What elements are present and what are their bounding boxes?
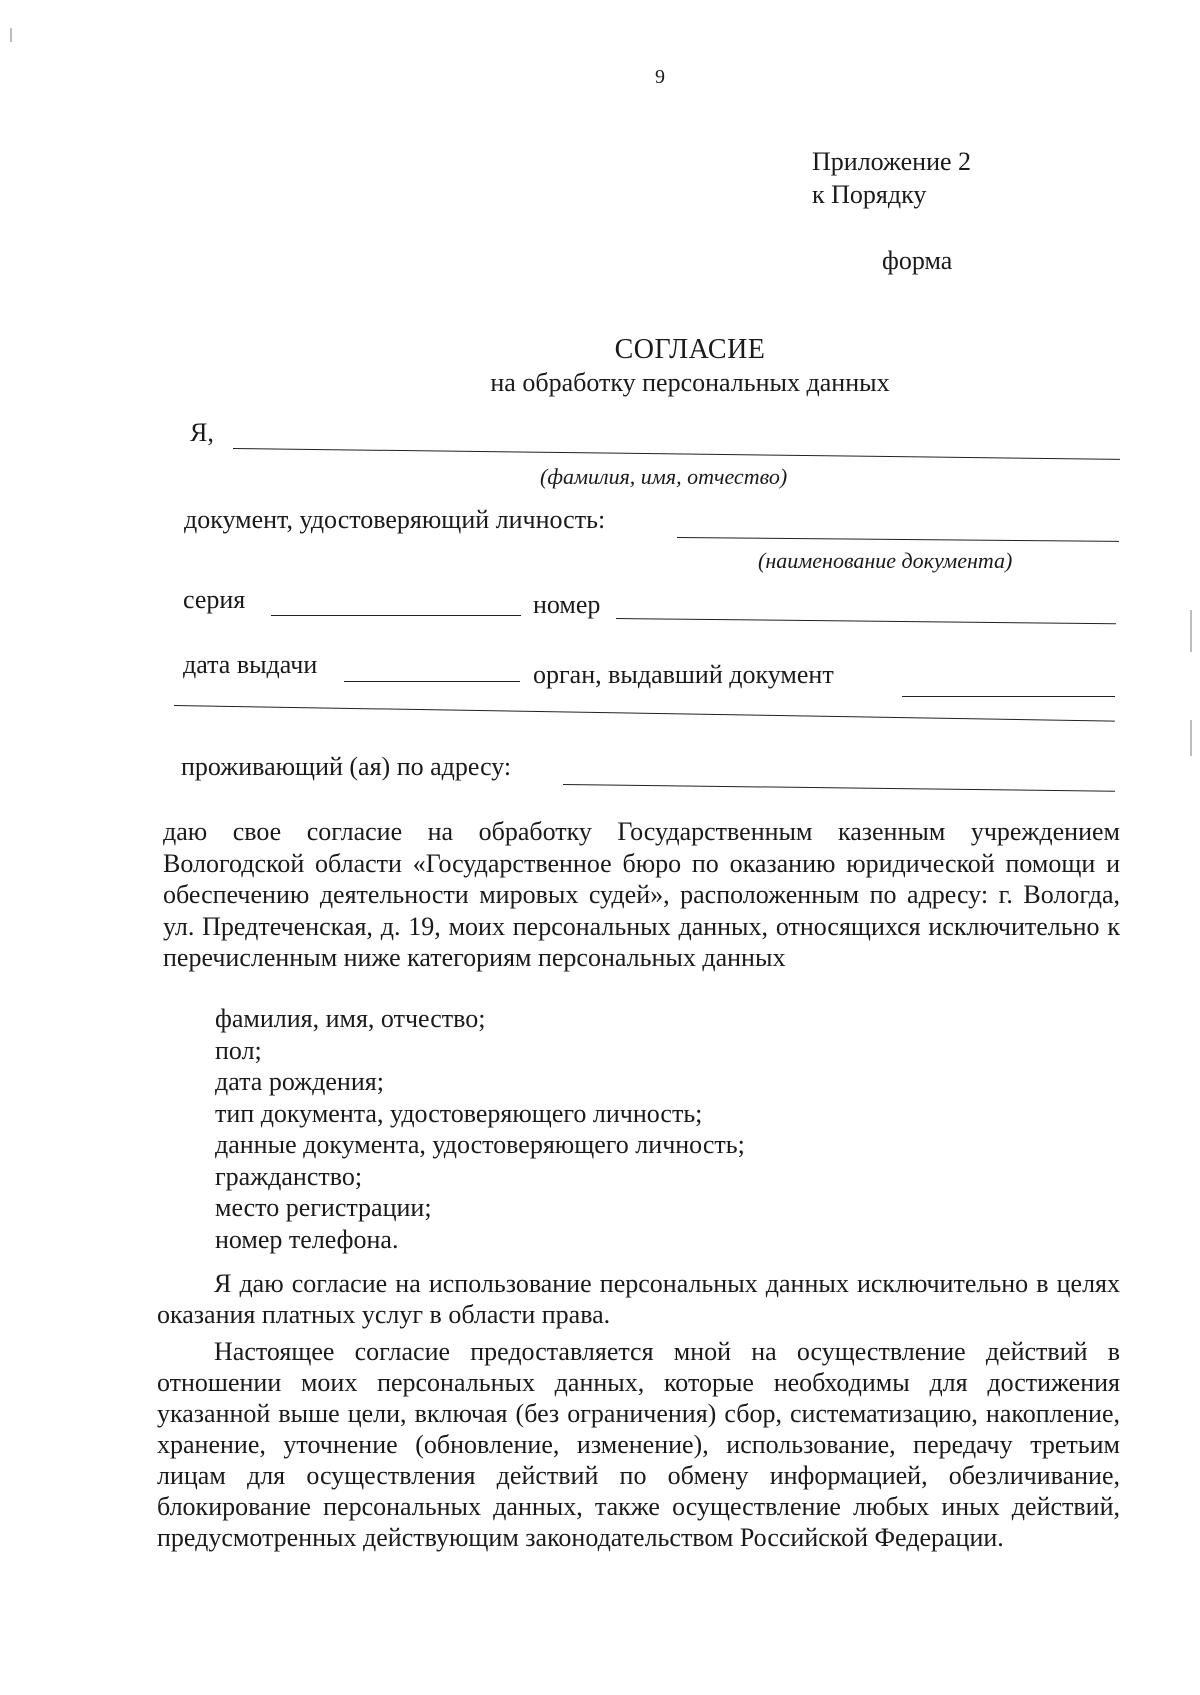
- list-item: номер телефона.: [215, 1224, 399, 1254]
- number-label: номер: [533, 590, 601, 619]
- page-number: 9: [655, 66, 665, 88]
- address-label: проживающий (ая) по адресу:: [181, 752, 512, 781]
- appendix-line-2: к Порядку: [812, 180, 927, 209]
- appendix-reference: [812, 145, 971, 211]
- list-item: тип документа, удостоверяющего личность;: [215, 1098, 703, 1128]
- fio-blank-line[interactable]: [233, 448, 1120, 460]
- series-blank-line[interactable]: [271, 615, 521, 616]
- scan-edge-mark: [1190, 720, 1192, 756]
- issue-date-blank-line[interactable]: [344, 681, 520, 682]
- number-blank-line[interactable]: [616, 618, 1116, 624]
- list-item: дата рождения;: [215, 1067, 384, 1096]
- consent-text: даю свое согласие на обработку Государственным казенным учреждением Вологодской области «Государственное бюро по оказанию юридической помощи и обеспечению деятельности мировых судей», расположенным по адресу: г. Вологда, ул. Предтеченская, д. 19, моих персональных данных, относящихся исключительно к перечисленным ниже категориям персональных данных: [163, 817, 1120, 972]
- document-hint: (наименование документа): [758, 548, 1013, 573]
- list-item: данные документа, удостоверяющего личность;: [215, 1130, 745, 1159]
- list-item: гражданство;: [215, 1161, 363, 1191]
- fio-hint: (фамилия, имя, отчество): [540, 464, 788, 489]
- document-subtitle: на обработку персональных данных: [490, 368, 890, 397]
- form-label: форма: [882, 246, 953, 275]
- series-label: серия: [183, 585, 246, 614]
- issue-date-label: дата выдачи: [183, 650, 318, 679]
- purpose-paragraph: Я даю согласие на использование персональных данных исключительно в целях оказания платных услуг в области права.: [157, 1269, 1120, 1329]
- list-item: фамилия, имя, отчество;: [215, 1004, 486, 1033]
- issuer-continuation-line[interactable]: [174, 705, 1115, 722]
- categories-list: [215, 1003, 745, 1255]
- list-item: пол;: [215, 1035, 262, 1065]
- i-label: Я,: [190, 418, 214, 447]
- document-blank-line[interactable]: [677, 537, 1119, 542]
- document-label: документ, удостоверяющий личность:: [184, 505, 606, 534]
- scan-edge-mark: [1190, 610, 1192, 652]
- issuer-label: орган, выдавший документ: [533, 660, 834, 689]
- appendix-line-1: Приложение 2: [812, 147, 972, 176]
- actions-paragraph: Настоящее согласие предоставляется мной на осуществление действий в отношении моих персональных данных, которые необходимы для достижения указанной выше цели, включая (без ограничения) сбор, систематизацию, накопление, хранение, уточнение (обновление, изменение), использование, передачу третьим лицам для осуществления действий по обмену информацией, обезличивание, блокирование персональных данных, также осуществление любых иных действий, предусмотренных действующим законодательством Российской Федерации.: [157, 1337, 1120, 1552]
- issuer-blank-line[interactable]: [902, 696, 1115, 697]
- list-item: место регистрации;: [215, 1193, 432, 1222]
- document-title: СОГЛАСИЕ: [614, 334, 766, 365]
- address-blank-line[interactable]: [563, 784, 1115, 792]
- scan-edge-mark: [10, 28, 12, 42]
